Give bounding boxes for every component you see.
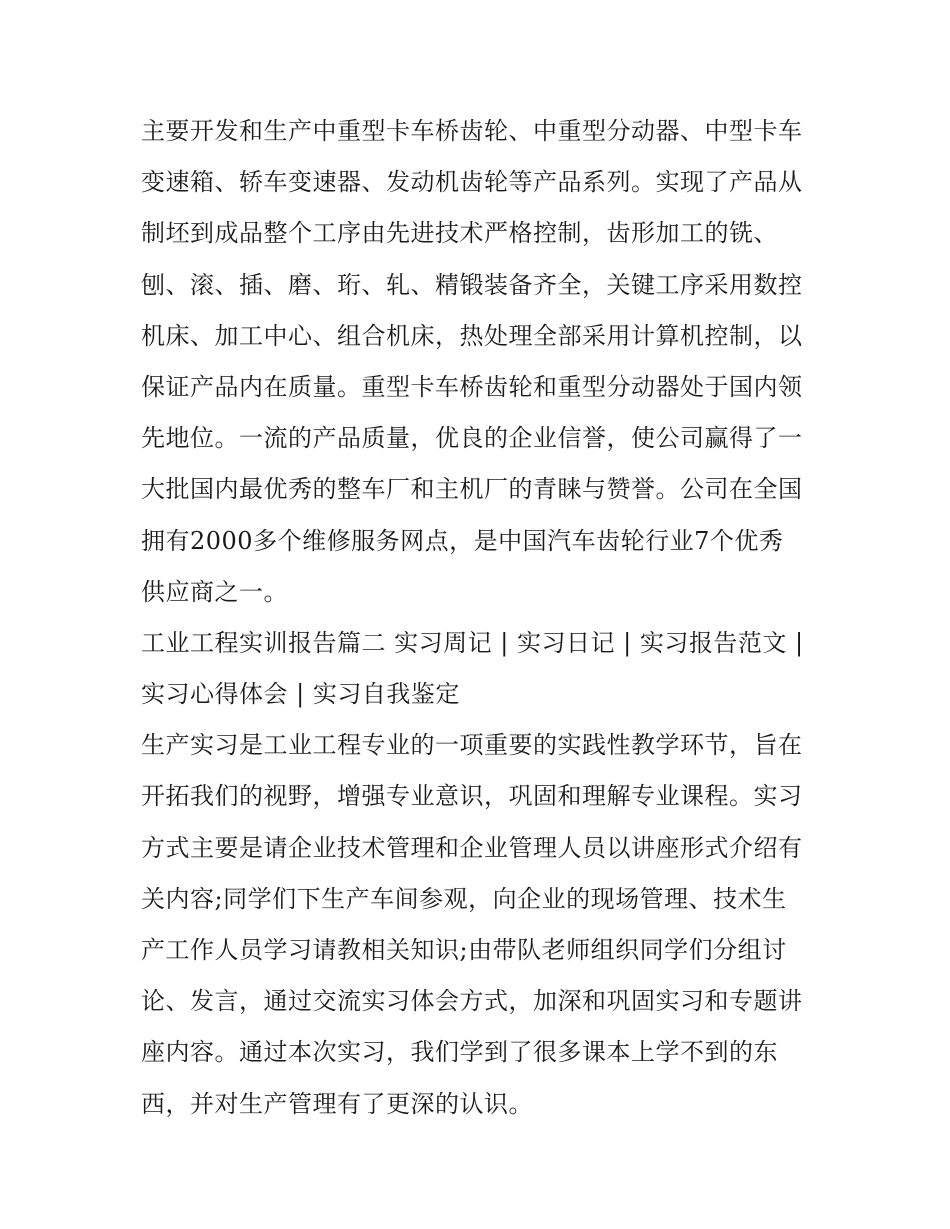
section-heading-line: 实习心得体会 | 实习自我鉴定: [141, 680, 460, 709]
text-line: 供应商之一。: [141, 577, 288, 606]
text-line: 刨、滚、插、磨、珩、轧、精锻装备齐全，关键工序采用数控: [141, 270, 803, 299]
section-heading-line: 工业工程实训报告篇二 实习周记 | 实习日记 | 实习报告范文 |: [141, 628, 804, 657]
text-line: 先地位。一流的产品质量，优良的企业信誉，使公司赢得了一: [141, 424, 803, 453]
text-line: 方式主要是请企业技术管理和企业管理人员以讲座形式介绍有: [141, 833, 803, 862]
text-line: 大批国内最优秀的整车厂和主机厂的青睐与赞誉。公司在全国: [141, 475, 803, 504]
text-line: 关内容;同学们下生产车间参观，向企业的现场管理、技术生: [141, 884, 787, 913]
text-line: 座内容。通过本次实习，我们学到了很多课本上学不到的东: [141, 1038, 778, 1067]
text-line: 开拓我们的视野，增强专业意识，巩固和理解专业课程。实习: [141, 782, 803, 811]
text-line: 机床、加工中心、组合机床，热处理全部采用计算机控制，以: [141, 321, 803, 350]
text-line: 产工作人员学习请教相关知识;由带队老师组织同学们分组讨: [141, 936, 787, 964]
text-line: 拥有2000多个维修服务网点，是中国汽车齿轮行业7个优秀: [141, 526, 784, 555]
body-text: [141, 106, 821, 1130]
text-line: 制坯到成品整个工序由先进技术严格控制，齿形加工的铣、: [141, 219, 778, 248]
text-line: 论、发言，通过交流实习体会方式，加深和巩固实习和专题讲: [141, 987, 803, 1016]
text-line: 生产实习是工业工程专业的一项重要的实践性教学环节，旨在: [141, 731, 803, 760]
text-line: 变速箱、轿车变速器、发动机齿轮等产品系列。实现了产品从: [141, 168, 803, 197]
text-line: 西，并对生产管理有了更深的认识。: [141, 1089, 533, 1118]
text-line: 保证产品内在质量。重型卡车桥齿轮和重型分动器处于国内领: [141, 372, 803, 401]
text-line: 主要开发和生产中重型卡车桥齿轮、中重型分动器、中型卡车: [141, 117, 803, 145]
